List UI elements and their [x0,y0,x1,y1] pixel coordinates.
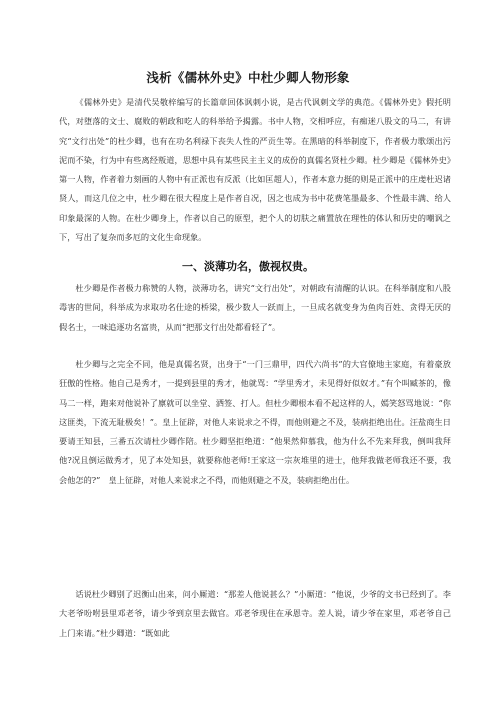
section-paragraph-3: 话说杜少卿别了迟衡山出来，问小厮道：“那差人他说甚么？”小厮道：“他说，少爷的文书已经到了。李大老爷吩咐县里邓老爷，请少爷到京里去做官。邓老爷现住在承恩寺。差人说，请少爷在家里，邓老爷自己上门来请。”杜少卿道：“既如此 [59,589,451,638]
section-heading: 一、淡薄功名，傲视权贵。 [182,260,314,273]
intro-paragraph: 《儒林外史》是清代吴敬梓编写的长篇章回体讽刺小说，是古代讽刺文学的典范。《儒林外史》假托明代，对堕落的文士、腐败的朝政和吃人的科举给予揭露。书中人物，交相呼应，有痴迷八股文的马二，有讲究“文行出处”的杜少卿，也有在功名利禄下丧失人性的严贡生等。在黑暗的科举制度下，作者极力歌颂出污泥而不染，行为中有些离经叛道，思想中具有某些民主主义的成份的真儒名贤杜少卿。杜少卿是《儒林外史》第一人物，作者着力刻画的人物中有正派也有反派（比如匡超人），作者本意力挺的则是正派中的庄虔杜迟诸贤人，而这几位之中，杜少卿在很大程度上是作者自况，因之也成为书中花费笔墨最多、个性最丰满、给人印象最深的人物。在杜少卿身上，作者以自己的原型，把个人的切肤之痛置放在理性的体认和历史的嘲讽之下，写出了复杂而多厄的文化生命现象。 [59,97,451,243]
section-paragraph-1: 杜少卿是作者极力称赞的人物，淡薄功名，讲究“文行出处”，对朝政有清醒的认识。在科举制度和八股毒害的世间，科举成为求取功名仕途的桥梁，极少数人一跃而上，一旦成名就变身为鱼肉百姓、贪得无厌的假名士，一味追逐功名富贵，从而“把那文行出处都看轻了”。 [59,283,451,332]
document-title: 浅析《儒林外史》中杜少卿人物形象 [146,70,350,85]
section-paragraph-2: 杜少卿与之完全不同，他是真儒名贤，出身于“一门三鼎甲，四代六尚书”的大官僚地主家庭，有着豪放狂傲的性格。他自己是秀才，一提到县里的秀才，他就骂：“学里秀才，未见得好似奴才。”有个叫臧茶的，像马二一样，跑来对他说补了廪就可以坐堂、洒签、打人。但杜少卿根本看不起这样的人，嫣笑怒骂地说：“你这匪类，下流无耻极矣！”。皇上征辟，对他人来说求之不得，而他则避之不及，装病拒绝出仕。汪盐商生日要请王知县，三番五次请杜少卿作陪。杜少卿坚拒绝道：“他果然仰慕我，他为什么不先来拜我，倒叫我拜他?况且倒运做秀才，见了本处知县，就要称他老师!王家这一宗灰堆里的进士，他拜我做老师我还不要，我会他怎的?” 皇上征辟，对他人来说求之不得，而他则避之不及，装病拒绝出仕。 [59,359,451,485]
